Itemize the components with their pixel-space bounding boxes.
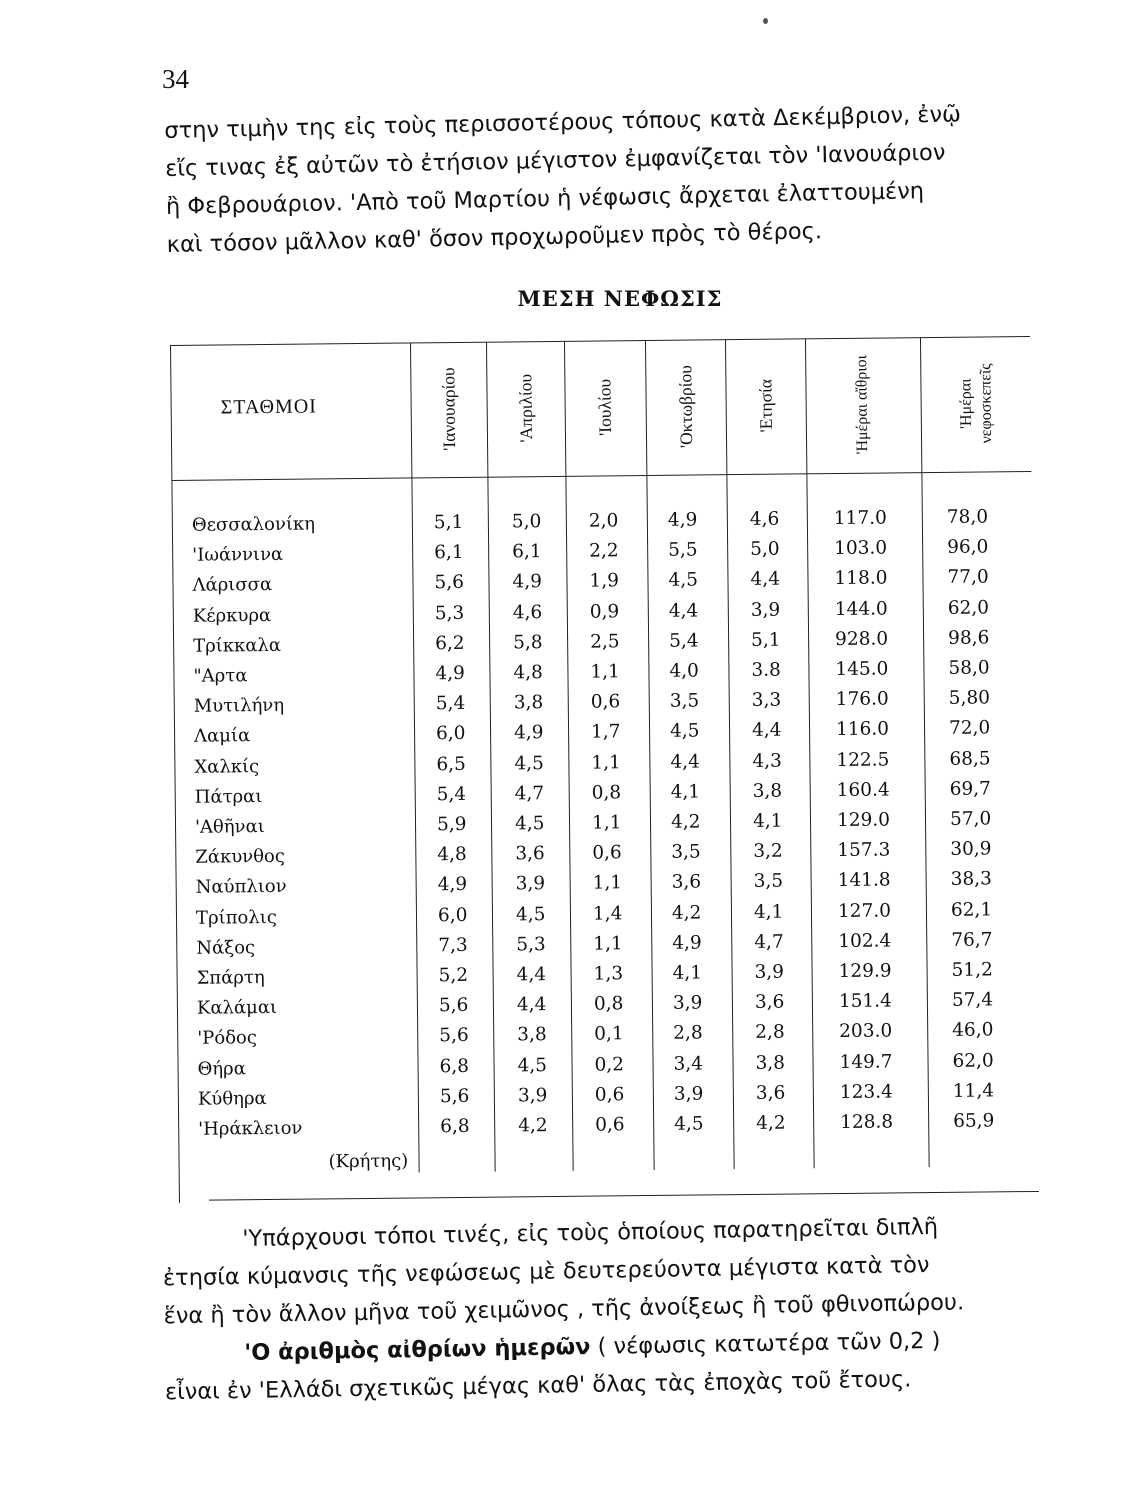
value-cell: 4,5 (514, 813, 545, 835)
value-cell: 128.8 (840, 1111, 894, 1134)
value-cell: 3,8 (517, 1024, 547, 1046)
value-cell: 4,9 (513, 722, 544, 744)
value-cell: 4,1 (672, 962, 703, 984)
value-cell: 2,8 (755, 1021, 785, 1044)
table-header-rule (171, 471, 1031, 481)
value-cell: 141.8 (837, 869, 891, 892)
value-cell: 3,6 (515, 843, 545, 865)
value-cell: 4,2 (670, 811, 701, 833)
value-cell: 62,1 (950, 899, 993, 921)
value-cell: 4,9 (512, 571, 543, 593)
scan-speck (763, 18, 768, 24)
value-cell: 4,1 (753, 901, 784, 923)
value-cell: 6,0 (437, 904, 468, 926)
value-cell: 2,8 (673, 1022, 703, 1045)
value-cell: 127.0 (837, 900, 892, 922)
cloudiness-table (170, 336, 1039, 1203)
intro-paragraph (164, 94, 1047, 264)
value-cell: 4,5 (515, 903, 546, 926)
value-cell: 5,1 (751, 629, 781, 651)
station-name: Θεσσαλονίκη (191, 513, 316, 536)
value-cell: 3,8 (513, 692, 544, 714)
value-cell: 1,1 (590, 661, 620, 683)
station-name: Ναύπλιον (195, 876, 287, 899)
column-header-overcast-days: 'Ημέραι νεφοσκεπεῖς (957, 363, 996, 444)
value-cell: 62,0 (952, 1050, 994, 1072)
value-cell: 4,9 (672, 932, 702, 954)
value-cell: 4,2 (671, 902, 702, 924)
value-cell: 0,6 (590, 691, 621, 713)
value-cell: 58,0 (948, 657, 990, 679)
station-name: Κέρκυρα (192, 604, 272, 627)
closing-line: ἐτησία κύμανσις τῆς νεφώσεως μὲ δευτερεύοντα μέγιστα κατὰ τὸν (162, 1252, 930, 1292)
closing-line: εἶναι ἐν 'Ελλάδι σχετικῶς μέγας καθ' ὅλας τὰς ἐποχὰς τοῦ ἔτους. (164, 1366, 912, 1406)
value-cell: 6,8 (440, 1115, 470, 1138)
value-cell: 3,6 (755, 1082, 786, 1104)
value-cell: 0,1 (594, 1023, 624, 1045)
value-cell: 3,5 (671, 841, 701, 863)
value-cell: 4,4 (668, 600, 699, 622)
station-name: Πάτραι (194, 785, 263, 808)
value-cell: 4,6 (512, 601, 543, 624)
value-cell: 4,4 (516, 994, 547, 1016)
value-cell: 3,2 (753, 840, 783, 863)
value-cell: 5,6 (439, 1085, 470, 1108)
value-cell: 38,3 (950, 868, 992, 891)
value-cell: 1,4 (592, 902, 623, 925)
value-cell: 4,2 (518, 1115, 548, 1137)
value-cell: 4,5 (517, 1054, 548, 1076)
value-cell: 1,7 (590, 721, 621, 744)
value-cell: 4,4 (516, 964, 547, 986)
value-cell: 1,1 (592, 872, 623, 894)
value-cell: 129.0 (836, 809, 891, 832)
value-cell: 176.0 (835, 688, 889, 711)
station-name: Θήρα (197, 1057, 246, 1080)
value-cell: 4,7 (514, 782, 545, 805)
value-cell: 7,3 (438, 934, 468, 957)
column-header-april: 'Απριλίου (515, 373, 537, 443)
value-cell: 4,4 (670, 751, 700, 773)
value-cell: 4,6 (749, 508, 780, 530)
value-cell: 102.4 (838, 930, 892, 952)
value-cell: 3,8 (755, 1052, 786, 1074)
value-cell: 5,4 (435, 693, 466, 715)
value-cell: 928.0 (835, 628, 889, 650)
value-cell: 3,9 (517, 1084, 548, 1107)
station-name: Κύθηρα (197, 1087, 267, 1110)
value-cell: 69,7 (949, 778, 992, 800)
value-cell: 5,2 (438, 964, 469, 987)
closing-line-rest: ( νέφωσις κατωτέρα τῶν 0,2 ) (590, 1327, 941, 1360)
value-cell: 96,0 (947, 536, 989, 559)
value-cell: 144.0 (834, 598, 888, 620)
value-cell: 4,4 (750, 569, 781, 591)
value-cell: 6,1 (512, 541, 542, 563)
value-cell: 203.0 (839, 1020, 893, 1043)
station-name: 'Ρόδος (197, 1027, 258, 1050)
value-cell: 6,1 (434, 542, 464, 564)
value-cell: 4,3 (752, 750, 782, 772)
value-cell: 1,9 (589, 570, 620, 593)
value-cell: 3,5 (669, 690, 700, 712)
value-cell: 5,6 (438, 995, 469, 1017)
value-cell: 5,80 (948, 687, 991, 710)
column-header-july: 'Ιουλίου (594, 378, 615, 437)
value-cell: 123.4 (839, 1081, 893, 1103)
station-name: Λάρισσα (192, 574, 273, 597)
table-top-rule (170, 336, 1030, 346)
table-bottom-rule (209, 1191, 1039, 1201)
value-cell: 3,9 (750, 599, 781, 621)
value-cell: 6,5 (436, 753, 466, 775)
value-cell: 4,9 (435, 662, 465, 685)
station-name: Τρίπολις (195, 906, 277, 929)
closing-paragraph (162, 1205, 1105, 1410)
value-cell: 3,4 (673, 1053, 704, 1075)
value-cell: 3.8 (751, 659, 781, 681)
value-cell: 5,4 (436, 783, 467, 806)
value-cell: 145.0 (835, 658, 889, 681)
value-cell: 51,2 (951, 959, 993, 981)
value-cell: 5,4 (669, 630, 699, 652)
value-cell: 0,6 (595, 1114, 625, 1136)
value-cell: 5,8 (513, 631, 543, 654)
value-cell: 0,6 (592, 842, 622, 864)
value-cell: 5,9 (436, 813, 467, 836)
value-cell: 5,3 (516, 933, 546, 956)
value-cell: 3,9 (673, 1083, 704, 1105)
value-cell: 57,0 (949, 808, 992, 830)
value-cell: 4,5 (669, 720, 700, 743)
value-cell: 65,9 (953, 1110, 995, 1132)
station-name: Σπάρτη (196, 967, 265, 989)
value-cell: 0,2 (594, 1053, 625, 1076)
value-cell: 0,9 (589, 600, 620, 623)
closing-line: ἕνα ἢ τὸν ἄλλον μῆνα τοῦ χειμῶνος , τῆς ἀνοίξεως ἢ τοῦ φθινοπώρου. (163, 1289, 965, 1330)
value-cell: 2,0 (588, 510, 619, 532)
column-header-clear-days: 'Ημέραι αἴθριοι (853, 354, 872, 455)
station-name: Ζάκυνθος (195, 846, 286, 868)
value-cell: 4,7 (754, 931, 784, 953)
station-name: Νάξος (196, 936, 256, 959)
value-cell: 6,0 (435, 723, 466, 745)
value-cell: 72,0 (948, 717, 991, 740)
value-cell: 122.5 (836, 749, 890, 771)
value-cell: 1,1 (591, 751, 621, 774)
value-cell: 4,1 (670, 781, 701, 803)
value-cell: 5,0 (750, 538, 780, 561)
intro-line: ἢ Φεβρουάριον. 'Απὸ τοῦ Μαρτίου ἡ νέφωσις ἄρχεται ἐλαττουμένη (165, 178, 925, 220)
value-cell: 62,0 (947, 597, 990, 619)
value-cell: 78,0 (946, 506, 989, 528)
value-cell: 4,9 (667, 509, 698, 531)
value-cell: 4,9 (437, 874, 468, 896)
bold-term: 'Ο ἀριθμὸς αἰθρίων ἡμερῶν (244, 1333, 591, 1366)
column-header-october: 'Οκτωβρίου (675, 365, 697, 449)
value-cell: 3,8 (752, 780, 783, 802)
value-cell: 46,0 (952, 1019, 994, 1042)
station-name: Λαμία (193, 725, 251, 748)
value-cell: 3,9 (754, 961, 785, 983)
value-cell: 160.4 (836, 779, 890, 801)
value-cell: 3,5 (753, 871, 784, 893)
value-cell: 129.9 (838, 960, 892, 983)
value-cell: 1,3 (593, 963, 624, 985)
intro-line: στην τιμὴν της εἰς τοὺς περισσοτέρους τόπους κατὰ Δεκέμβριον, ἐνῷ (164, 101, 962, 144)
value-cell: 118.0 (834, 567, 888, 590)
value-cell: 76,7 (951, 929, 993, 951)
value-cell: 4,5 (668, 569, 699, 592)
value-cell: 4,1 (752, 810, 783, 832)
table-title: ΜΕΣΗ ΝΕΦΩΣΙΣ (517, 286, 723, 311)
value-cell: 6,2 (435, 632, 465, 655)
station-name: 'Ιωάννινα (192, 544, 284, 566)
value-cell: 5,6 (439, 1025, 469, 1047)
value-cell: 2,2 (589, 540, 619, 562)
value-cell: 5,5 (668, 539, 698, 561)
intro-line: εἴς τινας ἐξ αὐτῶν τὸ ἐτήσιον μέγιστον ἐμφανίζεται τὸν 'Ιανουάριον (164, 139, 946, 182)
value-cell: 4,4 (751, 720, 782, 742)
station-column-header: ΣΤΑΘΜΟΙ (220, 395, 317, 419)
value-cell: 1,1 (593, 933, 623, 955)
value-cell: 3,9 (515, 873, 546, 895)
station-name: Χαλκίς (194, 755, 260, 778)
value-cell: 4,8 (437, 844, 467, 866)
value-cell: 0,8 (591, 782, 622, 804)
value-cell: 3,6 (754, 991, 785, 1014)
value-cell: 1,1 (591, 812, 622, 834)
value-cell: 57,4 (951, 989, 994, 1012)
value-cell: 157.3 (837, 839, 891, 862)
value-cell: 117.0 (833, 507, 887, 530)
value-cell: 4,0 (669, 660, 699, 682)
station-name: Καλάμαι (196, 997, 278, 1019)
value-cell: 30,9 (950, 838, 992, 861)
value-cell: 3,9 (672, 992, 703, 1014)
crete-note: (Κρήτης) (328, 1150, 409, 1173)
value-cell: 77,0 (947, 566, 989, 589)
value-cell: 4,8 (513, 662, 543, 684)
intro-line: καὶ τόσον μᾶλλον καθ' ὅσον προχωροῦμεν πρὸς τὸ θέρος. (166, 218, 823, 258)
value-cell: 5,0 (511, 511, 542, 533)
page-number: 34 (162, 64, 189, 94)
station-name: Μυτιλήνη (193, 695, 285, 717)
value-cell: 5,3 (434, 602, 465, 624)
value-cell: 98,6 (948, 627, 990, 649)
value-cell: 103.0 (834, 537, 888, 560)
value-cell: 116.0 (835, 718, 890, 741)
station-name: "Αρτα (193, 665, 248, 687)
value-cell: 0,6 (594, 1084, 625, 1106)
column-header-january: 'Ιανουαρίου (438, 367, 460, 451)
value-cell: 4,2 (756, 1112, 786, 1134)
station-name: Τρίκκαλα (193, 634, 282, 657)
value-cell: 4,5 (514, 752, 544, 775)
value-cell: 11,4 (952, 1080, 995, 1102)
value-cell: 149.7 (839, 1051, 893, 1073)
station-name: 'Ηράκλειον (198, 1117, 303, 1140)
column-header-annual: 'Ετησία (755, 378, 776, 433)
value-cell: 68,5 (949, 748, 991, 770)
value-cell: 5,6 (434, 572, 465, 594)
value-cell: 4,5 (674, 1113, 704, 1135)
value-cell: 151.4 (838, 990, 892, 1013)
value-cell: 5,1 (433, 511, 464, 534)
value-cell: 3,3 (751, 689, 782, 712)
value-cell: 0,8 (593, 993, 624, 1015)
value-cell: 3,6 (671, 871, 702, 894)
station-name: 'Αθῆναι (194, 816, 265, 838)
value-cell: 6,8 (439, 1055, 470, 1077)
value-cell: 2,5 (590, 631, 620, 653)
closing-line: 'Υπάρχουσι τόποι τινές, εἰς τοὺς ὁποίους παρατηρεῖται διπλῆ (242, 1213, 939, 1252)
